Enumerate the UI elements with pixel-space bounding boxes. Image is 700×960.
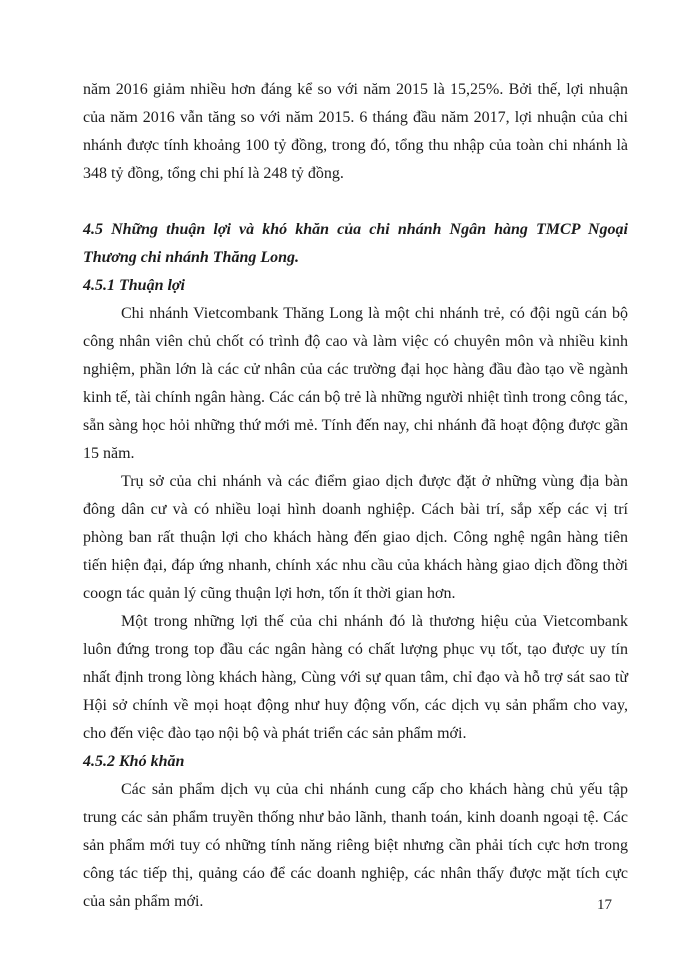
paragraph-difficulties-1: Các sản phẩm dịch vụ của chi nhánh cung cấp cho khách hàng chủ yếu tập trung các sản phẩm truyền thống như bảo lãnh, thanh toán, kinh doanh ngoại tệ. Các sản phẩm mới tuy có những tính năng riêng biệt nhưng cần phải tích cực hơn trong công tác tiếp thị, quảng cáo để các doanh nghiệp, các nhân thấy được mặt tích cực của sản phẩm mới. xyxy=(83,781,628,910)
paragraph-advantages-3: Một trong những lợi thế của chi nhánh đó là thương hiệu của Vietcombank luôn đứng trong top đầu các ngân hàng có chất lượng phục vụ tốt, tạo được uy tín nhất định trong lòng khách hàng, Cùng với sự quan tâm, chỉ đạo và hỗ trợ sát sao từ Hội sở chính về mọi hoạt động như huy động vốn, các dịch vụ sản phẩm cho vay, cho đến việc đào tạo nội bộ và phát triển các sản phẩm mới. xyxy=(83,613,628,742)
section-heading-4-5-1: 4.5.1 Thuận lợi xyxy=(83,277,185,294)
paragraph-advantages-2: Trụ sở của chi nhánh và các điểm giao dịch được đặt ở những vùng địa bàn đông dân cư và có nhiều loại hình doanh nghiệp. Cách bài trí, sắp xếp các vị trí phòng ban rất thuận lợi cho khách hàng đến giao dịch. Công nghệ ngân hàng tiên tiến hiện đại, đáp ứng nhanh, chính xác nhu cầu của khách hàng giao dịch đồng thời coogn tác quản lý cũng thuận lợi hơn, tốn ít thời gian hơn. xyxy=(83,473,628,602)
page-number: 17 xyxy=(597,897,612,913)
section-heading-4-5-2: 4.5.2 Khó khăn xyxy=(83,753,185,770)
document-content xyxy=(83,76,628,916)
paragraph-advantages-1: Chi nhánh Vietcombank Thăng Long là một chi nhánh trẻ, có đội ngũ cán bộ công nhân viên chủ chốt có trình độ cao và làm việc có chuyên môn và nhiều kinh nghiệm, phần lớn là các cử nhân của các trường đại học hàng đầu đào tạo về ngành kinh tế, tài chính ngân hàng. Các cán bộ trẻ là những người nhiệt tình trong công tác, sẵn sàng học hỏi những thứ mới mẻ. Tính đến nay, chi nhánh đã hoạt động được gần 15 năm. xyxy=(83,305,628,462)
paragraph-intro-continued: năm 2016 giảm nhiều hơn đáng kể so với năm 2015 là 15,25%. Bởi thế, lợi nhuận của năm 2016 vẫn tăng so với năm 2015. 6 tháng đầu năm 2017, lợi nhuận của chi nhánh được tính khoảng 100 tỷ đồng, trong đó, tổng thu nhập của toàn chi nhánh là 348 tỷ đồng, tổng chi phí là 248 tỷ đồng. xyxy=(83,81,628,182)
section-heading-4-5: 4.5 Những thuận lợi và khó khăn của chi nhánh Ngân hàng TMCP Ngoại Thương chi nhánh Thăng Long. xyxy=(83,221,628,266)
